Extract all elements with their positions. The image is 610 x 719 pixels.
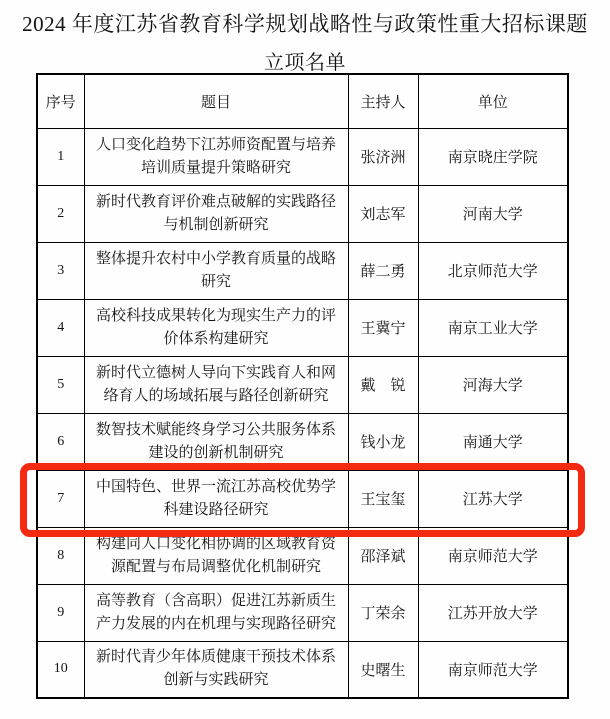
table-row: [37, 128, 568, 185]
table-body: [37, 128, 568, 698]
row-unit: 南京晓庄学院: [418, 128, 568, 185]
row-host: 王宝玺: [348, 470, 418, 527]
row-unit: 江苏开放大学: [418, 584, 568, 641]
row-host: 邵泽斌: [348, 527, 418, 584]
header-unit: 单位: [418, 74, 568, 128]
row-host: 薛二勇: [348, 242, 418, 299]
row-host: 张济洲: [348, 128, 418, 185]
row-no: 9: [37, 584, 84, 641]
row-title: 高校科技成果转化为现实生产力的评价体系构建研究: [84, 299, 348, 356]
row-unit: 江苏大学: [418, 470, 568, 527]
table-header-row: [37, 74, 568, 128]
table-row: [37, 413, 568, 470]
row-no: 1: [37, 128, 84, 185]
row-unit: 南京师范大学: [418, 527, 568, 584]
row-no: 2: [37, 185, 84, 242]
row-no: 3: [37, 242, 84, 299]
row-unit: 南通大学: [418, 413, 568, 470]
row-unit: 南京工业大学: [418, 299, 568, 356]
table-row: [37, 299, 568, 356]
row-host: 史曙生: [348, 641, 418, 698]
row-title: 新时代青少年体质健康干预技术体系创新与实践研究: [84, 641, 348, 698]
row-no: 4: [37, 299, 84, 356]
row-title: 高等教育（含高职）促进江苏新质生产力发展的内在机理与实现路径研究: [84, 584, 348, 641]
row-title: 构建同人口变化相协调的区域教育资源配置与布局调整优化机制研究: [84, 527, 348, 584]
document-title-line1: 2024 年度江苏省教育科学规划战略性与政策性重大招标课题: [22, 12, 588, 36]
document-title-line2: 立项名单: [264, 52, 346, 74]
row-host: 戴 锐: [348, 356, 418, 413]
row-title: 中国特色、世界一流江苏高校优势学科建设路径研究: [84, 470, 348, 527]
row-host: 丁荣余: [348, 584, 418, 641]
row-host: 王冀宁: [348, 299, 418, 356]
table-row: [37, 584, 568, 641]
row-unit: 北京师范大学: [418, 242, 568, 299]
row-no: 7: [37, 470, 84, 527]
header-host: 主持人: [348, 74, 418, 128]
row-unit: 河南大学: [418, 185, 568, 242]
table-row: [37, 356, 568, 413]
row-title: 新时代教育评价难点破解的实践路径与机制创新研究: [84, 185, 348, 242]
row-host: 钱小龙: [348, 413, 418, 470]
table-row: [37, 185, 568, 242]
header-no: 序号: [37, 74, 84, 128]
row-no: 6: [37, 413, 84, 470]
table-row: [37, 470, 568, 527]
results-table: [36, 73, 569, 699]
row-title: 整体提升农村中小学教育质量的战略研究: [84, 242, 348, 299]
row-no: 10: [37, 641, 84, 698]
table-row: [37, 641, 568, 698]
table-row: [37, 242, 568, 299]
row-title: 新时代立德树人导向下实践育人和网络育人的场域拓展与路径创新研究: [84, 356, 348, 413]
row-unit: 河海大学: [418, 356, 568, 413]
table-row: [37, 527, 568, 584]
row-no: 8: [37, 527, 84, 584]
header-title: 题目: [84, 74, 348, 128]
row-title: 数智技术赋能终身学习公共服务体系建设的创新机制研究: [84, 413, 348, 470]
row-host: 刘志军: [348, 185, 418, 242]
row-title: 人口变化趋势下江苏师资配置与培养培训质量提升策略研究: [84, 128, 348, 185]
row-unit: 南京师范大学: [418, 641, 568, 698]
row-no: 5: [37, 356, 84, 413]
